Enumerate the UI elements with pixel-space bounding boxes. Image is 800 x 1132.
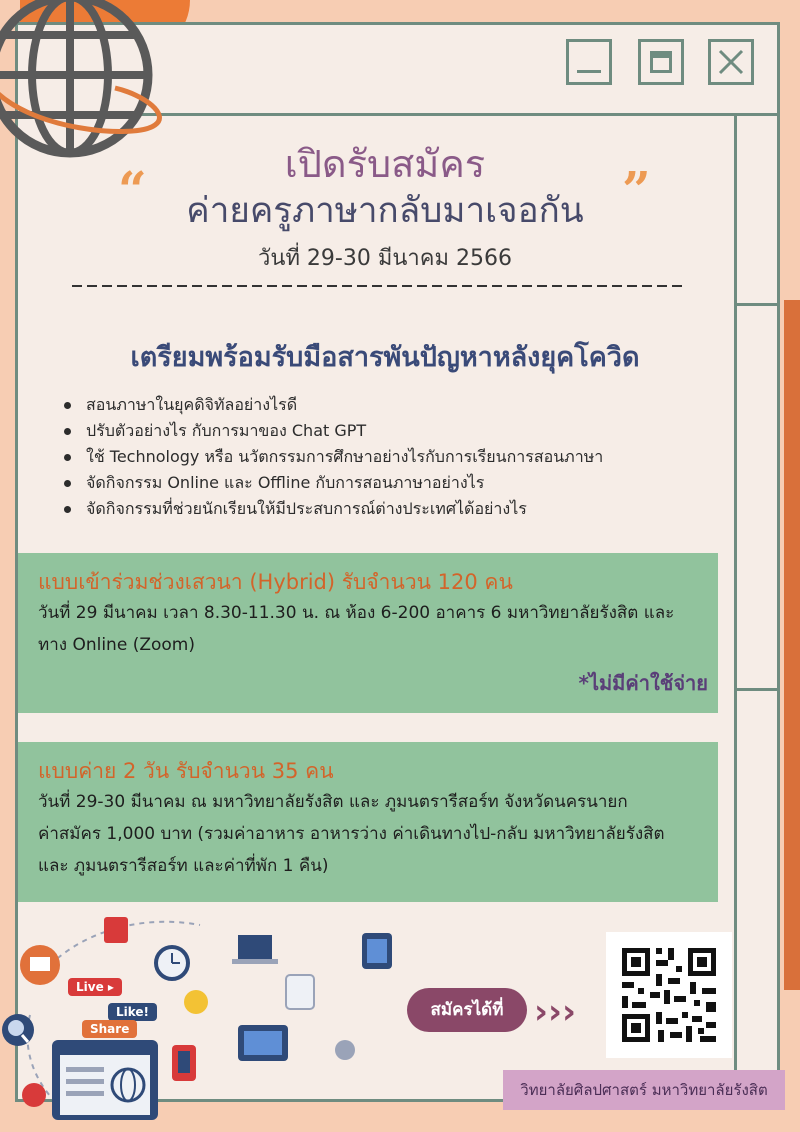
title-open-registration: เปิดรับสมัคร: [284, 142, 486, 186]
qr-code-icon: [606, 932, 732, 1058]
close-icon: [711, 42, 751, 82]
close-button[interactable]: [708, 39, 754, 85]
open-quote-icon: “: [118, 160, 147, 219]
hybrid-option-box: [18, 553, 718, 713]
right-accent-strip: [784, 300, 800, 990]
topic-list: [62, 392, 603, 522]
title-camp-name: ค่ายครูภาษากลับมาเจอกัน: [186, 191, 584, 231]
dashed-divider: [72, 285, 684, 287]
share-badge: Share: [82, 1020, 137, 1038]
minimize-icon: [577, 70, 601, 73]
list-item: จัดกิจกรรมที่ช่วยนักเรียนให้มีประสบการณ์ต่างประเทศได้อย่างไร: [62, 496, 603, 522]
list-item: ใช้ Technology หรือ นวัตกรรมการศึกษาอย่างไรกับการเรียนการสอนภาษา: [62, 444, 603, 470]
chevron-right-icon: ›››: [534, 992, 577, 1032]
camp-option-box: [18, 742, 718, 902]
hybrid-text: ทาง Online (Zoom): [38, 635, 195, 655]
social-media-illustration: [0, 905, 400, 1132]
minimize-button[interactable]: [566, 39, 612, 85]
scrollbar-divider: [737, 688, 777, 691]
hybrid-fee: *ไม่มีค่าใช้จ่าย: [578, 671, 708, 695]
subheading: เตรียมพร้อมรับมือสารพันปัญหาหลังยุคโควิด: [130, 342, 640, 373]
camp-text: และ ภูมนตรารีสอร์ท และค่าที่พัก 1 คืน): [38, 856, 329, 876]
event-date: วันที่ 29-30 มีนาคม 2566: [258, 246, 512, 271]
camp-title: แบบค่าย 2 วัน รับจำนวน 35 คน: [38, 759, 334, 783]
like-badge: Like!: [108, 1003, 157, 1021]
list-item: จัดกิจกรรม Online และ Offline กับการสอนภาษาอย่างไร: [62, 470, 603, 496]
camp-text: วันที่ 29-30 มีนาคม ณ มหาวิทยาลัยรังสิต และ ภูมนตรารีสอร์ท จังหวัดนครนายก: [38, 792, 628, 812]
live-badge: Live ▸: [68, 978, 122, 996]
apply-button[interactable]: สมัครได้ที่: [407, 988, 527, 1032]
hybrid-text: วันที่ 29 มีนาคม เวลา 8.30-11.30 น. ณ ห้อง 6-200 อาคาร 6 มหาวิทยาลัยรังสิต และ: [38, 603, 675, 623]
camp-text: ค่าสมัคร 1,000 บาท (รวมค่าอาหาร อาหารว่าง ค่าเดินทางไป-กลับ มหาวิทยาลัยรังสิต: [38, 824, 665, 844]
qr-code[interactable]: [606, 932, 732, 1058]
hybrid-title: แบบเข้าร่วมช่วงเสวนา (Hybrid) รับจำนวน 120 คน: [38, 570, 513, 594]
maximize-icon: [650, 51, 672, 73]
close-quote-icon: ”: [622, 160, 651, 219]
list-item: สอนภาษาในยุคดิจิทัลอย่างไรดี: [62, 392, 603, 418]
footer-institution: วิทยาลัยศิลปศาสตร์ มหาวิทยาลัยรังสิต: [503, 1070, 785, 1110]
list-item: ปรับตัวอย่างไร กับการมาของ Chat GPT: [62, 418, 603, 444]
maximize-button[interactable]: [638, 39, 684, 85]
scrollbar-divider: [737, 303, 777, 306]
